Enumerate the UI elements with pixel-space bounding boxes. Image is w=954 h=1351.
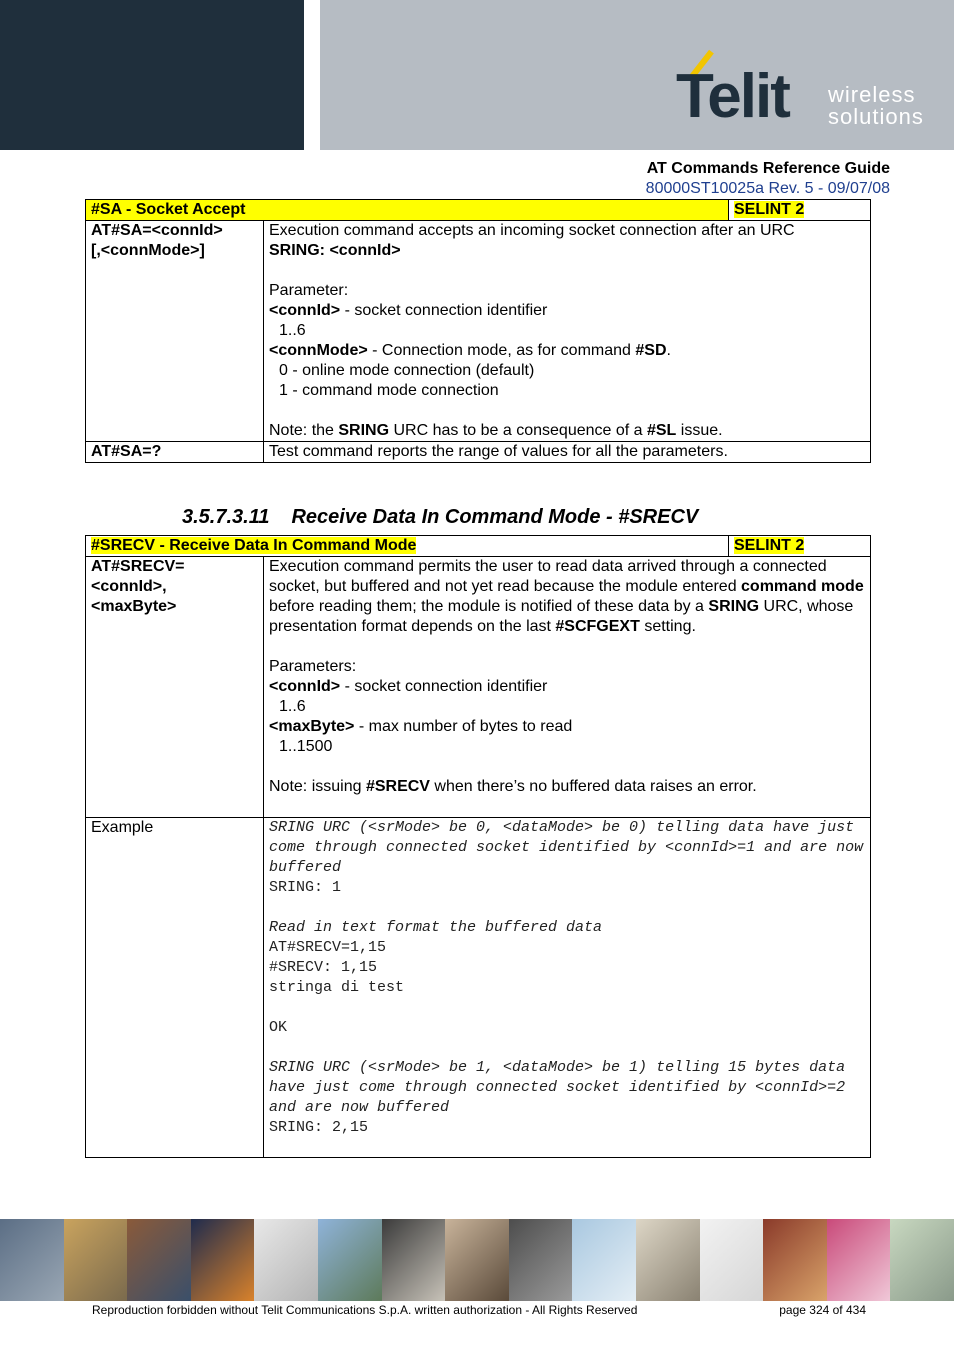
footer-notice: Reproduction forbidden without Telit Communications S.p.A. written authorization - All Rights Reserved [92,1303,638,1317]
srecv-selint-cell [729,536,871,557]
selint-badge: SELINT 2 [734,201,805,218]
section-heading [182,505,698,529]
section-title: Receive Data In Command Mode - #SRECV [291,506,699,528]
srecv-table-header: #SRECV - Receive Data In Command Mode [86,536,729,557]
sa-exec-description: Execution command accepts an incoming socket connection after an URC SRING: <connId> Parameter: <connId> - socket connection identifier 1..6 <connMode> - Connection mode, as for command #SD. 0 - online mode connection (default) 1 - command mode connection Note: the SRING URC has to be a consequence of a #SL issue. [264,221,871,442]
srecv-description-text: Execution command permits the user to read data arrived through a connected socket, but buffered and not yet read because the module entered command mode before reading them; the module is notified of these data by a SRING URC, whose presentation format depends on the last #SCFGEXT setting. [269,558,864,635]
param-connmode: <connMode> - Connection mode, as for command #SD. [269,342,671,359]
param-connid: <connId> - socket connection identifier [269,302,548,319]
srecv-exec-command: AT#SRECV= <connId>, <maxByte> [86,557,264,818]
footer-photo-strip [0,1219,954,1301]
sa-test-description: Test command reports the range of values for all the parameters. [264,442,871,463]
sa-command-table [85,199,871,463]
sa-selint-cell [729,200,871,221]
page-number: page 324 of 434 [779,1303,866,1317]
sa-exec-command: AT#SA=<connId> [,<connMode>] [86,221,264,442]
section-number: 3.5.7.3.11 [182,506,270,528]
example-label: Example [86,818,264,1158]
example-code: SRING URC (<srMode> be 0, <dataMode> be 0) telling data have just come through connected socket identified by <connId>=1 and are now buffered SRING: 1 Read in text format the buffered data AT#SRECV=1,15 #SRECV: 1,15 stringa di test OK SRING URC (<srMode> be 1, <dataMode> be 1) telling 15 bytes data have just come through connected socket identified by <connId>=2 and are now buffered SRING: 2,15 [264,818,871,1158]
param-connid: <connId> - socket connection identifier [269,678,548,695]
logo-tagline: wireless solutions [828,82,924,129]
param-maxbyte: <maxByte> - max number of bytes to read [269,718,573,735]
document-reference: 80000ST10025a Rev. 5 - 09/07/08 [645,180,890,197]
document-title-block [646,159,890,199]
srecv-command-table [85,535,871,1158]
sa-note: Note: the SRING URC has to be a consequence of a #SL issue. [269,422,723,439]
document-title: AT Commands Reference Guide [646,160,890,177]
header-dark-panel [0,0,304,150]
sa-test-command: AT#SA=? [86,442,264,463]
srecv-note: Note: issuing #SRECV when there’s no buffered data raises an error. [269,778,757,795]
srecv-exec-description: Execution command permits the user to read data arrived through a connected socket, but buffered and not yet read because the module entered command mode before reading them; the module is notified of these data by a SRING URC, whose presentation format depends on the last #SCFGEXT setting. Parameters: <connId> - socket connection identifier 1..6 <maxByte> - max number of bytes to read 1..1500 Note: issuing #SRECV when there’s no buffered data raises an error. [264,557,871,818]
logo-brand: Telit [676,62,789,131]
telit-logo [676,48,936,138]
sa-table-header: #SA - Socket Accept [86,200,729,221]
selint-badge: SELINT 2 [734,537,805,554]
footer [92,1302,872,1318]
